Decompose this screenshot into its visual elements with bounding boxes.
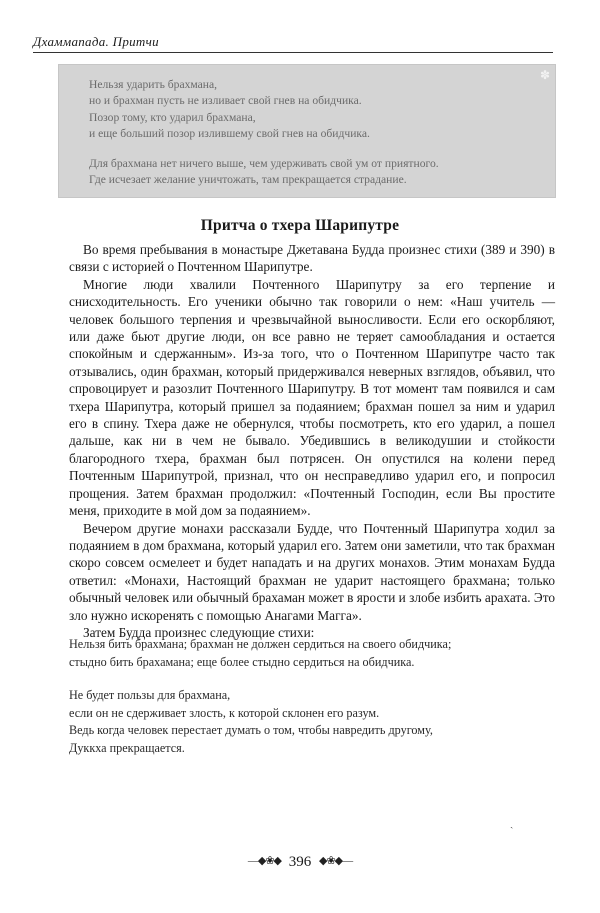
running-header: Дхаммапада. Притчи	[33, 34, 159, 49]
closing-verses	[69, 636, 555, 758]
body-text	[69, 241, 555, 641]
paragraph: Многие люди хвалили Почтенного Шарипутру за его терпение и снисходительность. Его ученики обычно так говорили о нем: «Наш учитель — человек большого терпения и чрезвычайной выносливости. Если его оскорбляют, или даже бьют другие люди, он все равно не теряет самообладания и остается спокойным и сдержанным». Из-за того, что о Почтенном Шарипутре часто так отзывались, один брахман, который придерживался неверных взглядов, объявил, что спровоцирует и разозлит Почтенного Шарипутру. В тот момент там появился и сам тхера Шарипутра, который пришел за подаянием; брахман пошел за ним и ударил его в спину. Тхера даже не обернулся, чтобы посмотреть, кто его ударил, а пошел дальше, как ни в чем не бывало. Убедившись в великодушии и стойкости благородного тхера, брахман был потрясен. Он опустился на колени перед Почтенным Шарипутрой, признал, что он несправедливо ударил его, и попросил прощения. Затем брахман продолжил: «Почтенный Господин, если Вы простите меня, приходите в мой дом за подаянием».	[69, 276, 555, 519]
parable-title: Притча о тхера Шарипутре	[200, 217, 400, 234]
paragraph: Затем Будда произнес следующие стихи:	[83, 624, 315, 640]
verse-line: если он не сдерживает злость, к которой склонен его разум.	[69, 705, 380, 720]
verse-line: Дуккха прекращается.	[69, 740, 185, 755]
verse-line: но и брахман пусть не изливает свой гнев на обидчика.	[89, 94, 362, 108]
verse-line: Нельзя бить брахмана; брахман не должен сердиться на своего обидчика;	[69, 637, 452, 651]
header-rule	[33, 52, 553, 53]
stanza-gap	[69, 671, 555, 687]
verse-line: Позор тому, кто ударил брахмана,	[89, 110, 256, 124]
stray-mark: ˎ	[510, 818, 514, 829]
verse-line: Не будет пользы для брахмана,	[69, 688, 231, 703]
paragraph: Вечером другие монахи рассказали Будде, что Почтенный Шарипутра ходил за подаянием в дом брахмана, который ударил его. Затем они заметили, что так брахман скоро совсем осмелеет и будет нападать и на других монахов. Этим монахам Будда ответил: «Монахи, Настоящий брахман не ударит настоящего брахмана; только обычный человек или обычный брахаман может в ярости и злобе избить арахата. Это зло нужно искоренять с помощью Анагами Магга».	[69, 520, 555, 623]
ornament-right-icon: ◆❀◆—	[319, 855, 353, 867]
verse-line: Нельзя ударить брахмана,	[89, 78, 218, 91]
verse-box	[58, 64, 556, 198]
page-number: 396	[288, 854, 312, 870]
verse-stanza-2	[89, 156, 439, 189]
verse-line: Для брахмана нет ничего выше, чем удерживать свой ум от приятного.	[89, 157, 439, 170]
verse-line: Где исчезает желание уничтожать, там прекращается страдание.	[89, 173, 407, 187]
verse-line: стыдно бить брахамана; еще более стыдно сердиться на обидчика.	[69, 654, 415, 669]
verse-stanza-1	[89, 77, 370, 143]
paragraph: Во время пребывания в монастыре Джетавана Будда произнес стихи (389 и 390) в связи с историей о Почтенном Шарипутре.	[69, 242, 555, 275]
verse-line: и еще больший позор излившему свой гнев на обидчика.	[89, 127, 370, 141]
verse-line: Ведь когда человек перестает думать о том, чтобы навредить другому,	[69, 723, 433, 738]
page-footer	[0, 854, 600, 871]
corner-ornament-icon: ✽	[539, 68, 550, 82]
ornament-left-icon: —◆❀◆	[247, 855, 281, 867]
